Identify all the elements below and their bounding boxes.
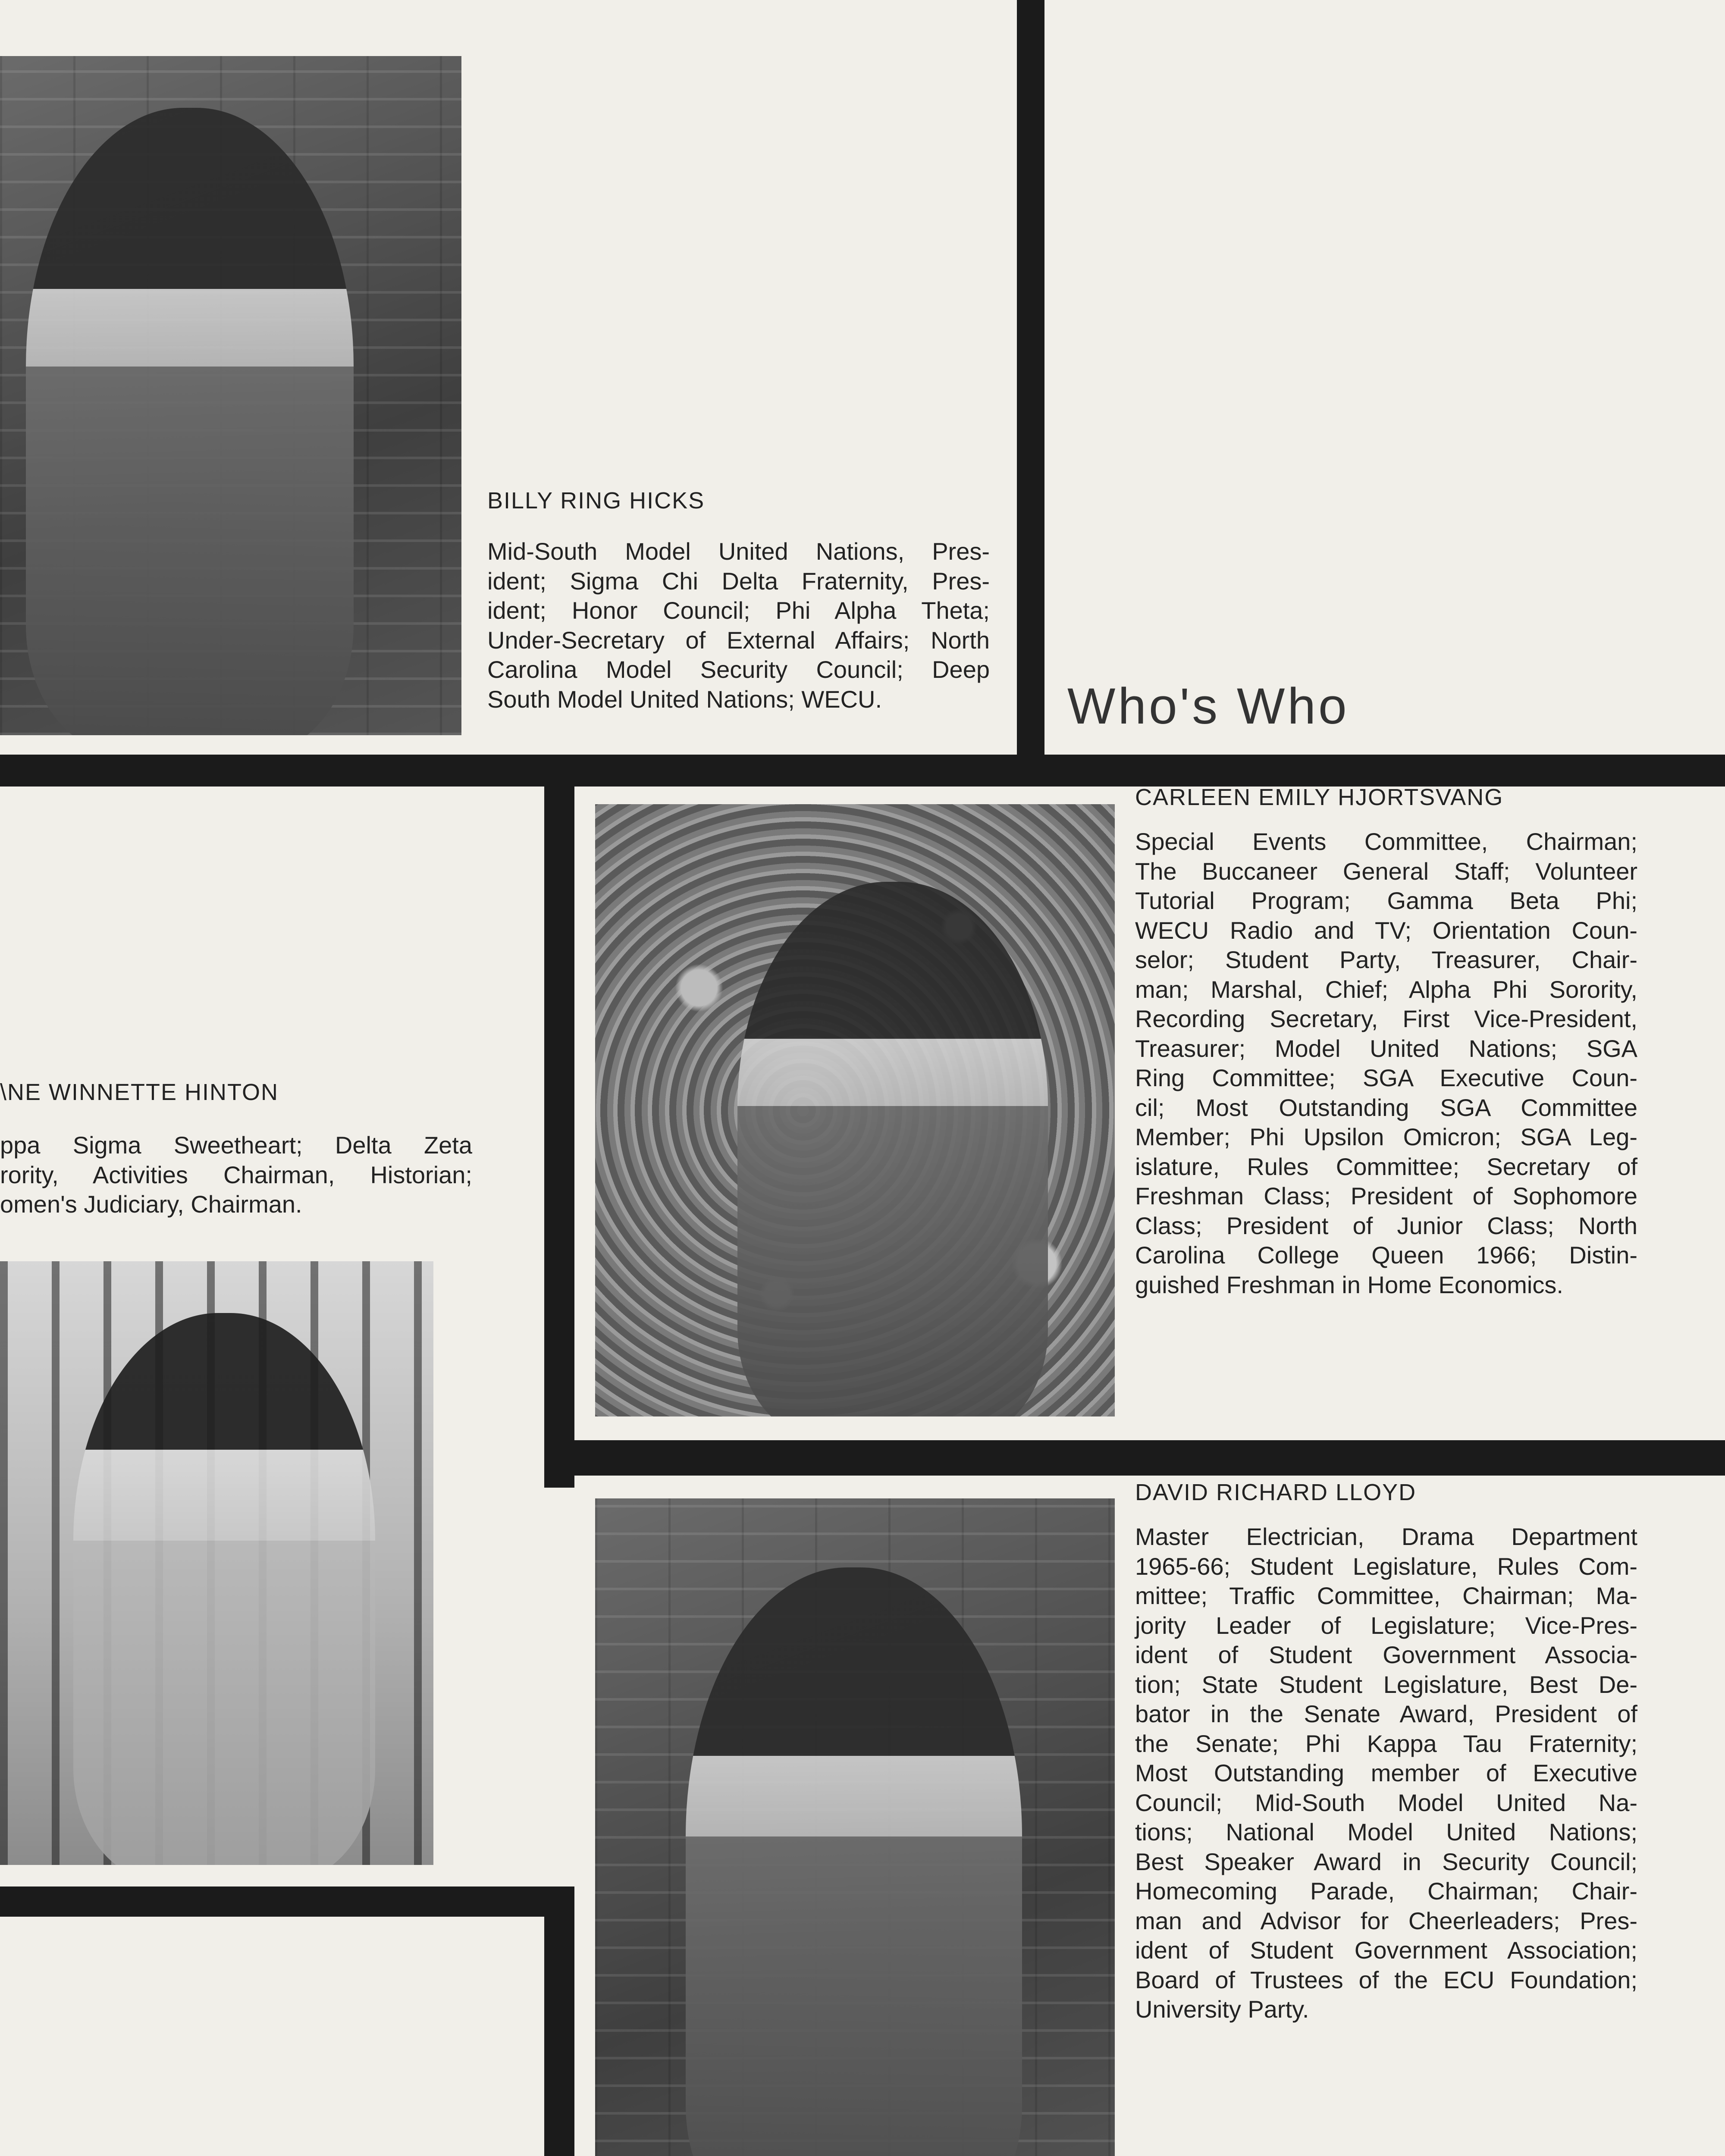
- portrait-figure: [686, 1567, 1022, 2156]
- entry-bio: Mid-South Model United Nations, Pres- ident; Sigma Chi Delta Fraternity, Pres- ident; Honor Council; Phi Alpha Theta; Under-Secretary of External Affairs; North Carolina Model Security Council; Deep South Model United Nations; WECU.: [487, 538, 990, 713]
- portrait-winnette-hinton: [0, 1261, 433, 1865]
- portrait-david-richard-lloyd: [595, 1498, 1115, 2156]
- portrait-figure: [73, 1313, 375, 1865]
- section-title: Who's Who: [1067, 678, 1349, 735]
- portrait-figure: [26, 108, 354, 735]
- portrait-billy-ring-hicks: [0, 56, 461, 735]
- divider-horizontal-middle: [544, 1440, 1725, 1476]
- divider-vertical-lower: [544, 1897, 574, 2156]
- portrait-carleen-emily-hjortsvang: [595, 804, 1115, 1416]
- entry-name: CARLEEN EMILY HJORTSVANG: [1135, 784, 1504, 810]
- entry-bio: Master Electrician, Drama Department 1965-66; Student Legislature, Rules Com- mittee; Traffic Committee, Chairman; Ma- jority Leader of Legislature; Vice-Pres- ident of Student Government Associa- tion; State Student Legislature, Best De- bator in the Senate Award, President of the Senate; Phi Kappa Tau Fraternity; Most Outstanding member of Executive Council; Mid-South Model United Na- tions; National Model United Nations; Best Speaker Award in Security Council; Homecoming Parade, Chairman; Chair- man and Advisor for Cheerleaders; Pres- ident of Student Government Association; Board of Trustees of the ECU Foundation; University Party.: [1135, 1523, 1637, 2023]
- entry-bio: Special Events Committee, Chairman; The Buccaneer General Staff; Volunteer Tutorial Program; Gamma Beta Phi; WECU Radio and TV; Orientation Coun- selor; Student Party, Treasurer, Chair- man; Marshal, Chief; Alpha Phi Sorority, Recording Secretary, First Vice-President, Treasurer; Model United Nations; SGA Ring Committee; SGA Executive Coun- cil; Most Outstanding SGA Committee Member; Phi Upsilon Omicron; SGA Leg- islature, Rules Committee; Secretary of Freshman Class; President of Sophomore Class; President of Junior Class; North Carolina College Queen 1966; Distin- guished Freshman in Home Economics.: [1135, 828, 1637, 1298]
- divider-horizontal-lower-left: [0, 1887, 574, 1917]
- entry-bio: ppa Sigma Sweetheart; Delta Zeta rority, Activities Chairman, Historian; omen's Judiciary, Chairman.: [0, 1131, 472, 1218]
- portrait-figure: [737, 882, 1048, 1416]
- entry-name: BILLY RING HICKS: [487, 488, 705, 514]
- divider-vertical-top: [1017, 0, 1044, 759]
- entry-name: DAVID RICHARD LLOYD: [1135, 1479, 1417, 1505]
- divider-horizontal-upper: [0, 755, 1725, 787]
- divider-vertical-left-middle: [544, 772, 574, 1488]
- entry-name: \NE WINNETTE HINTON: [0, 1079, 279, 1105]
